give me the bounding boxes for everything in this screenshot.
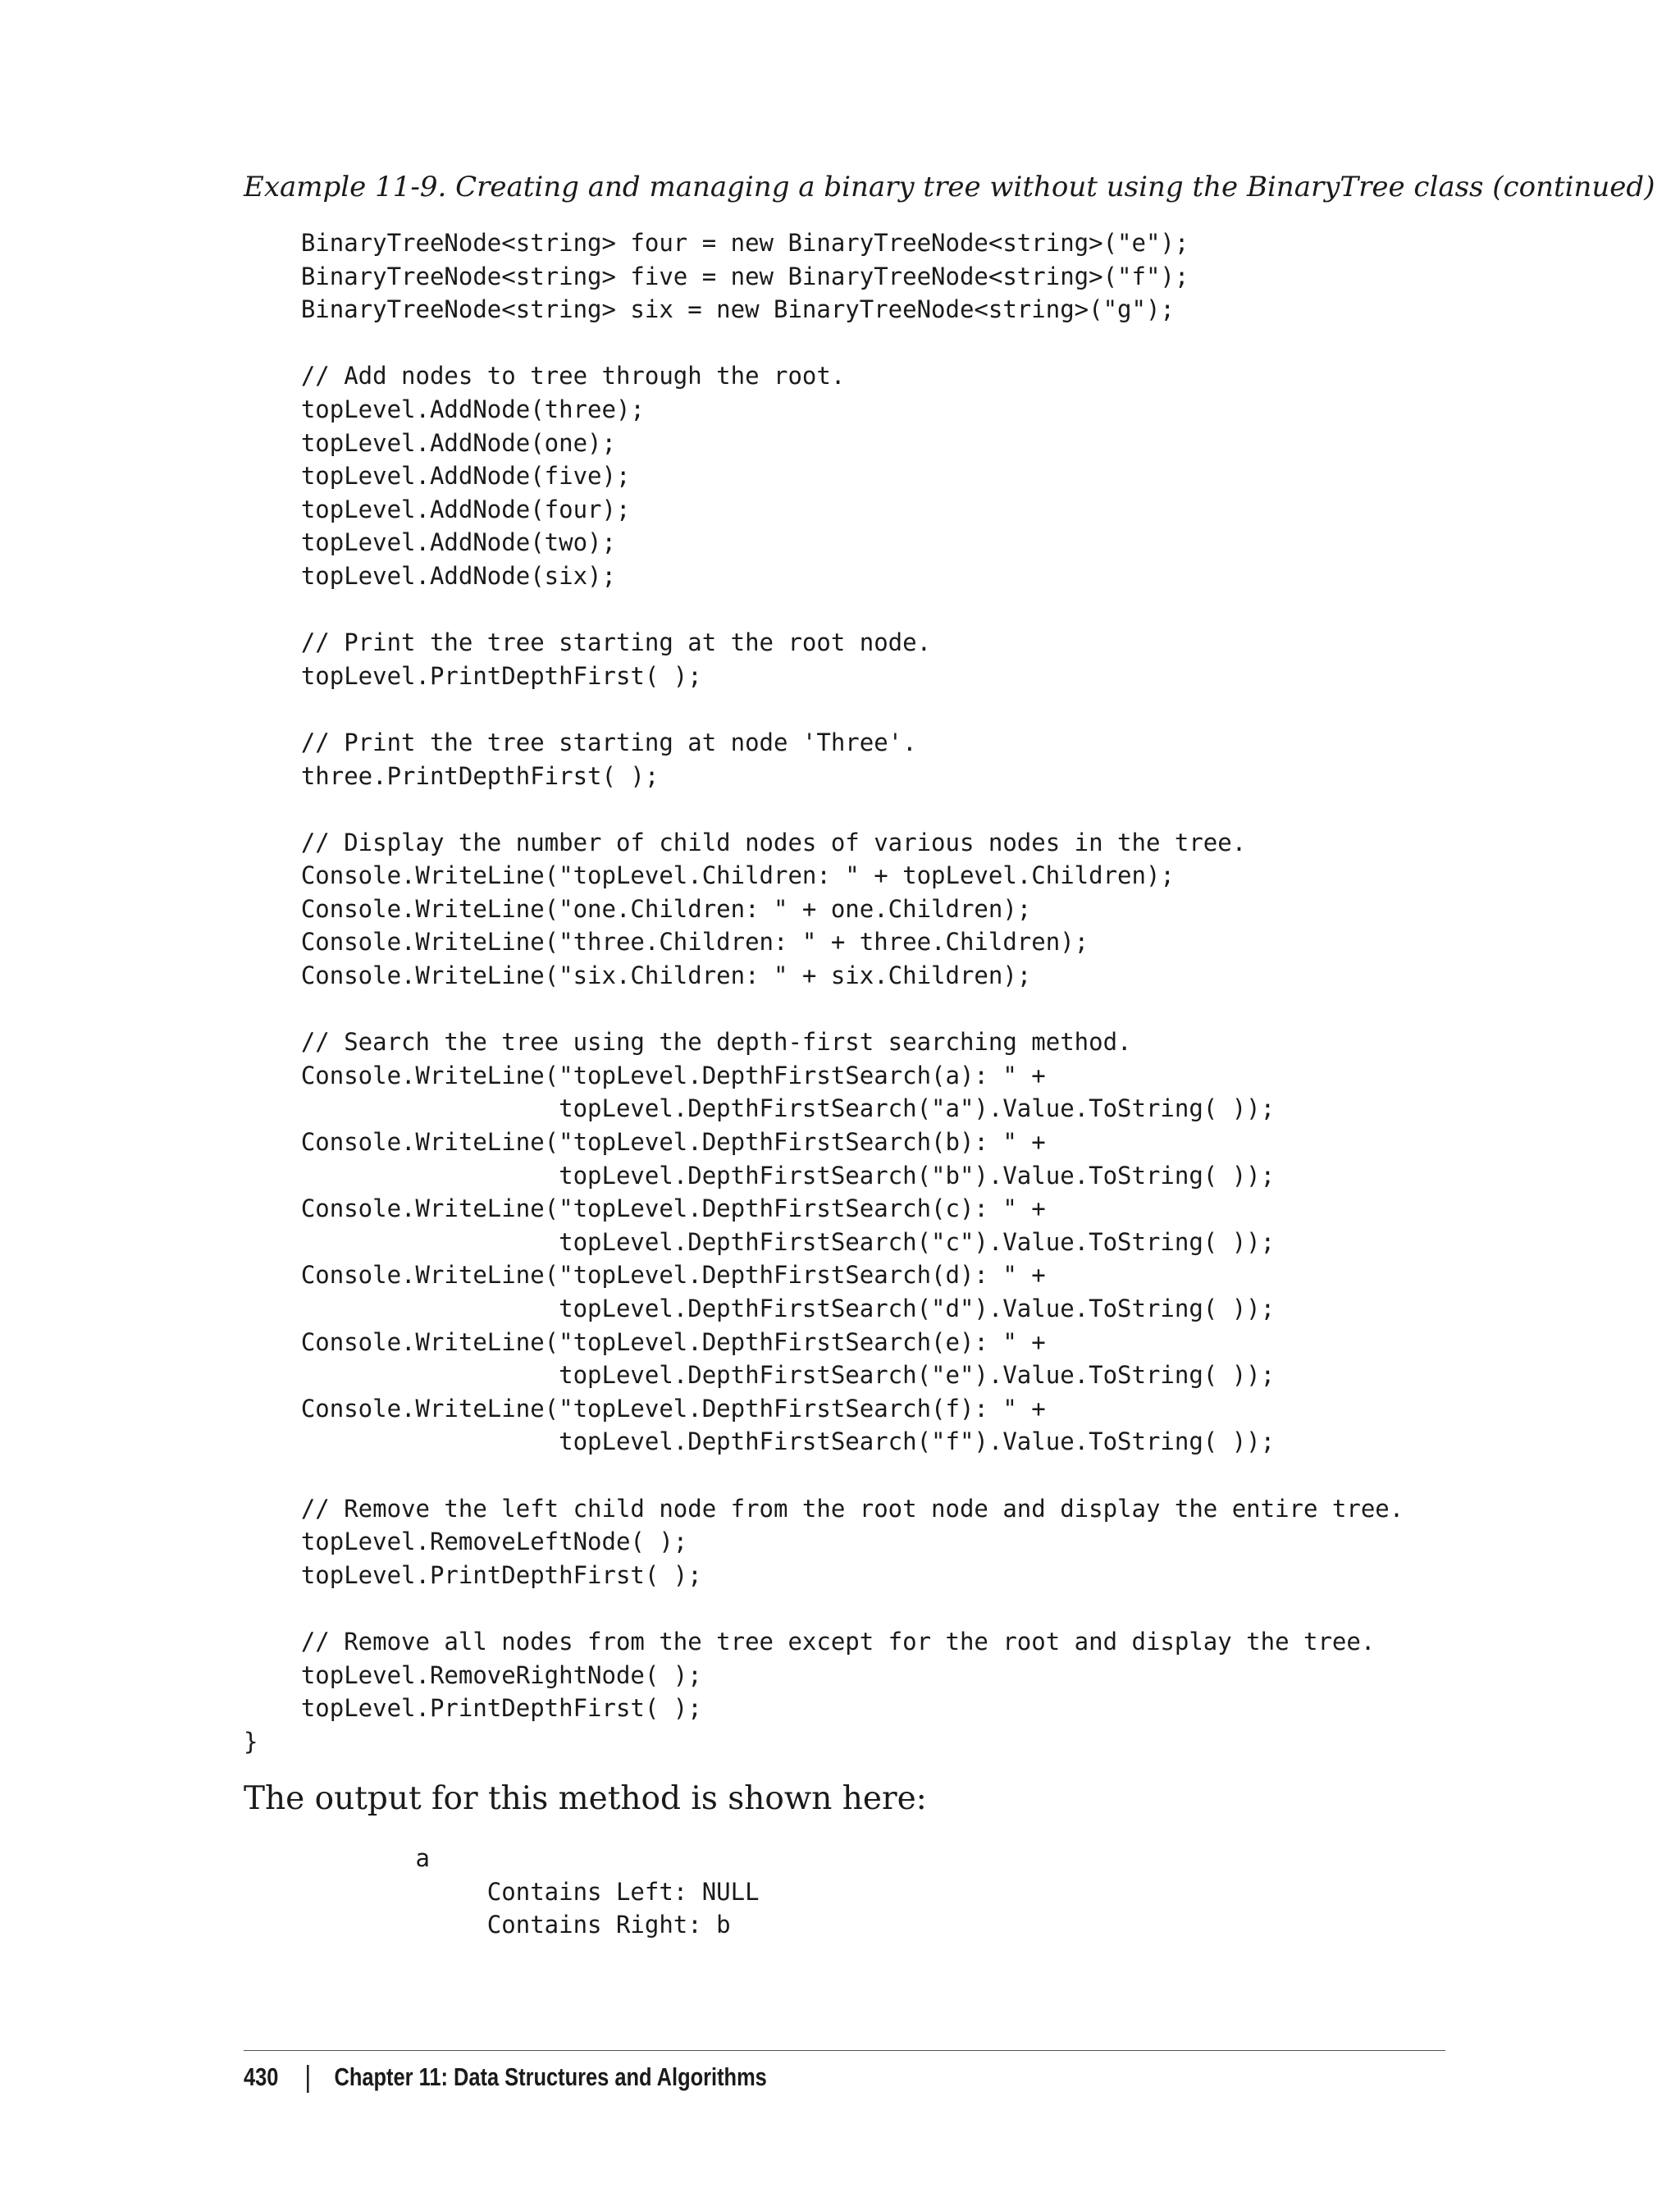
code-line: topLevel.AddNode(two);	[244, 528, 616, 557]
code-line: Console.WriteLine("six.Children: " + six.Children);	[244, 961, 1032, 990]
footer-rule	[244, 2050, 1445, 2051]
code-line: Console.WriteLine("three.Children: " + three.Children);	[244, 928, 1089, 957]
chapter-title: Chapter 11: Data Structures and Algorithms	[334, 2062, 767, 2091]
code-line	[244, 1592, 1404, 1625]
output-line: Contains Left: NULL	[244, 1877, 760, 1906]
code-line: topLevel.AddNode(five);	[244, 462, 631, 491]
code-line: // Add nodes to tree through the root.	[244, 362, 846, 391]
code-line	[244, 792, 1404, 826]
code-line: BinaryTreeNode<string> five = new BinaryTreeNode<string>("f");	[244, 262, 1189, 290]
code-line	[244, 993, 1404, 1026]
body-paragraph: The output for this method is shown here:	[244, 1780, 927, 1817]
code-line: BinaryTreeNode<string> four = new BinaryTreeNode<string>("e");	[244, 229, 1189, 257]
code-line: topLevel.PrintDepthFirst( );	[244, 661, 702, 690]
code-line: }	[244, 1727, 258, 1756]
code-line: BinaryTreeNode<string> six = new BinaryTreeNode<string>("g");	[244, 295, 1175, 324]
code-line: Console.WriteLine("topLevel.DepthFirstSearch(d): " +	[244, 1261, 1046, 1290]
footer-separator	[307, 2065, 308, 2093]
code-line	[244, 692, 1404, 726]
code-line: three.PrintDepthFirst( );	[244, 761, 660, 790]
output-line: a	[244, 1844, 430, 1872]
code-line: topLevel.RemoveLeftNode( );	[244, 1528, 688, 1556]
code-line: topLevel.RemoveRightNode( );	[244, 1660, 702, 1689]
code-line: // Remove the left child node from the root node and display the entire tree.	[244, 1494, 1404, 1523]
code-line: topLevel.AddNode(one);	[244, 428, 616, 457]
code-line: Console.WriteLine("topLevel.DepthFirstSearch(c): " +	[244, 1194, 1046, 1223]
code-line: Console.WriteLine("topLevel.Children: " + topLevel.Children);	[244, 861, 1175, 890]
code-line: Console.WriteLine("topLevel.DepthFirstSearch(b): " +	[244, 1128, 1046, 1157]
code-line: Console.WriteLine("topLevel.DepthFirstSearch(e): " +	[244, 1327, 1046, 1356]
output-listing	[244, 1842, 760, 1942]
code-line: // Print the tree starting at the root node.	[244, 628, 932, 657]
code-line: topLevel.AddNode(six);	[244, 561, 616, 590]
code-line: topLevel.DepthFirstSearch("e").Value.ToString( ));	[244, 1361, 1276, 1390]
example-caption: Example 11-9. Creating and managing a binary tree without using the BinaryTree class (continued)	[244, 171, 1655, 203]
code-line: // Print the tree starting at node 'Three'.	[244, 728, 917, 756]
code-line: topLevel.DepthFirstSearch("d").Value.ToString( ));	[244, 1295, 1276, 1322]
code-line: topLevel.DepthFirstSearch("f").Value.ToString( ));	[244, 1427, 1276, 1456]
page-number: 430	[244, 2062, 279, 2091]
code-line	[244, 593, 1404, 627]
code-line	[244, 327, 1404, 360]
code-line	[244, 1459, 1404, 1492]
code-line: // Display the number of child nodes of various nodes in the tree.	[244, 828, 1247, 856]
code-line: Console.WriteLine("topLevel.DepthFirstSearch(f): " +	[244, 1394, 1046, 1423]
code-line: topLevel.PrintDepthFirst( );	[244, 1560, 702, 1589]
page-footer	[244, 2059, 767, 2095]
code-line: topLevel.DepthFirstSearch("b").Value.ToString( ));	[244, 1161, 1276, 1190]
code-line: topLevel.DepthFirstSearch("a").Value.ToString( ));	[244, 1094, 1276, 1123]
code-line: // Remove all nodes from the tree except for the root and display the tree.	[244, 1627, 1376, 1656]
code-line: topLevel.PrintDepthFirst( );	[244, 1694, 702, 1723]
code-line: // Search the tree using the depth-first searching method.	[244, 1028, 1132, 1057]
code-line: Console.WriteLine("topLevel.DepthFirstSearch(a): " +	[244, 1061, 1046, 1089]
output-line: Contains Right: b	[244, 1911, 731, 1939]
code-line: Console.WriteLine("one.Children: " + one.Children);	[244, 894, 1032, 923]
code-line: topLevel.AddNode(four);	[244, 495, 631, 523]
code-line: topLevel.AddNode(three);	[244, 395, 645, 423]
code-listing	[244, 226, 1404, 1758]
code-line: topLevel.DepthFirstSearch("c").Value.ToString( ));	[244, 1227, 1276, 1256]
